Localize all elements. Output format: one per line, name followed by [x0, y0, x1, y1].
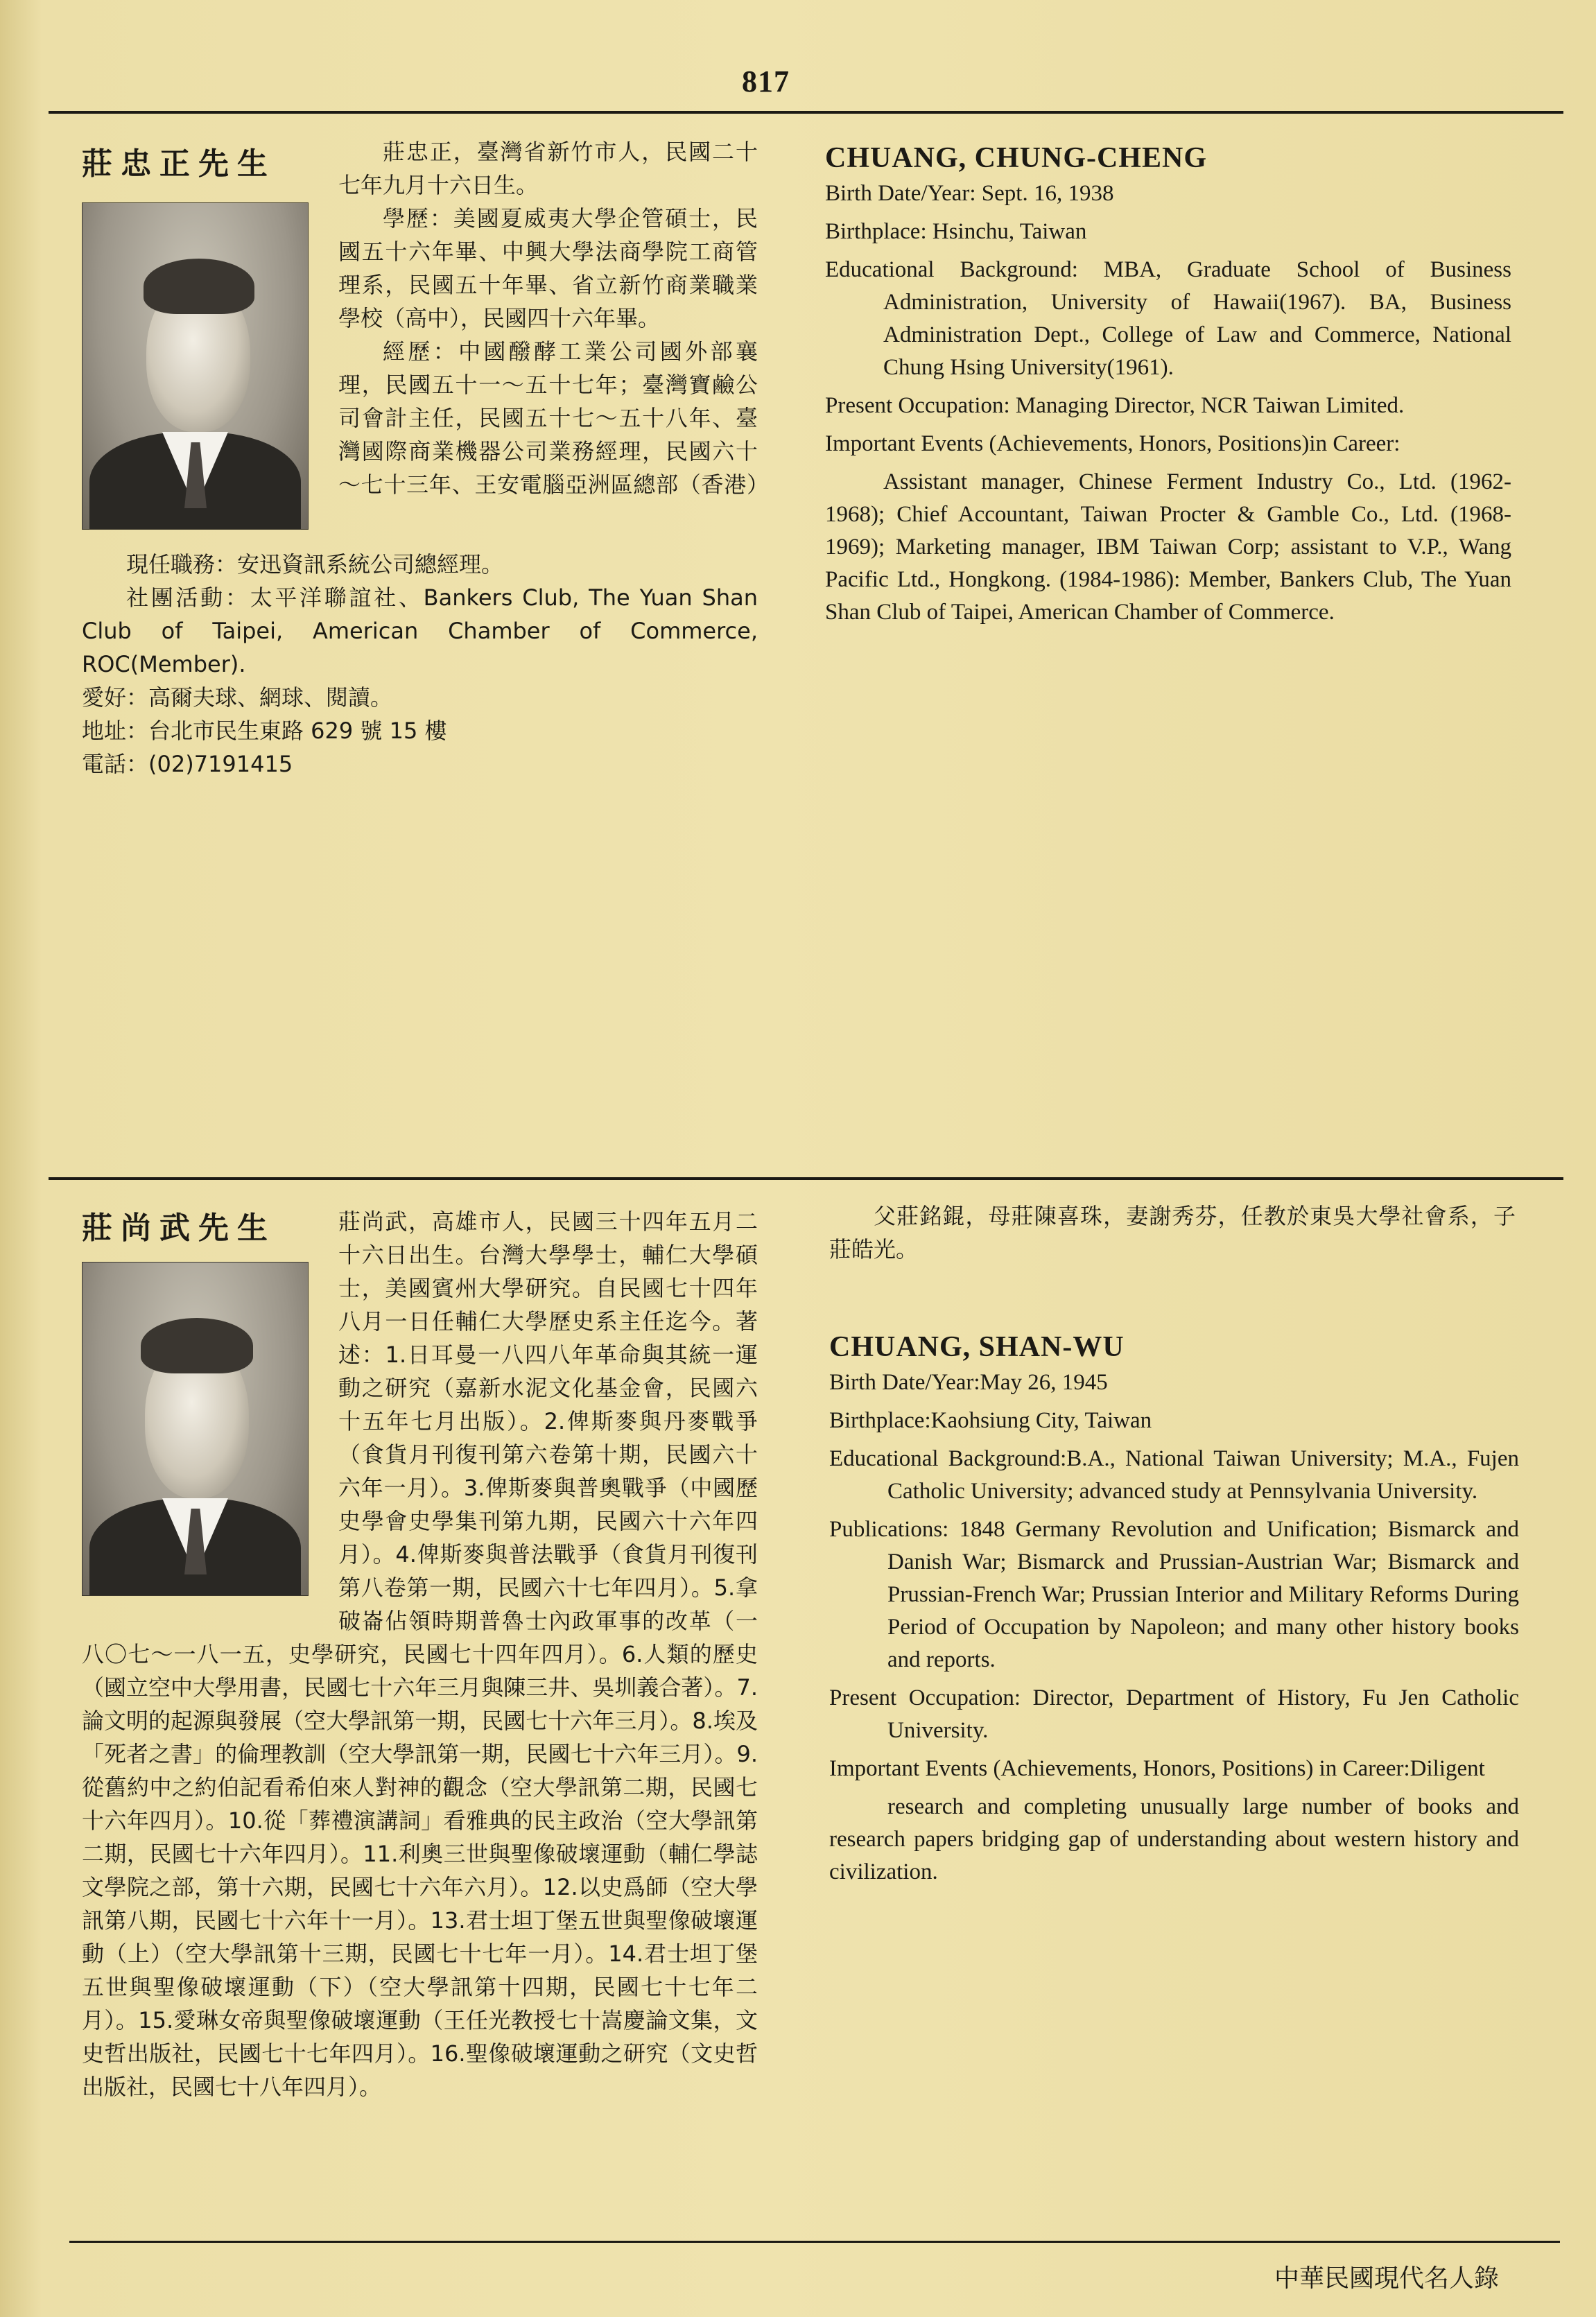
bio-en — [825, 142, 1511, 634]
bio-zh-hobbies: 愛好：高爾夫球、網球、閱讀。 — [82, 684, 393, 711]
entry-name-en: CHUANG, CHUNG-CHENG — [825, 142, 1207, 174]
bio-en-birthdate: Birth Date/Year: Sept. 16, 1938 — [825, 181, 1114, 206]
bio-en-birthdate: Birth Date/Year:May 26, 1945 — [829, 1370, 1108, 1395]
top-rule — [49, 111, 1563, 114]
photo-float-spacer — [82, 1205, 338, 1606]
page-number: 817 — [742, 64, 790, 98]
bio-en-career: research and completing unusually large number of books and research papers bridging gap of understanding about western history and civilization. — [829, 1794, 1519, 1884]
entry-name-zh: 莊忠正先生 — [82, 146, 276, 182]
bio-zh-experience: 經歷：中國醱酵工業公司國外部襄理，民國五十一～五十七年；臺灣寶鹼公司會計主任，民國五十七～五十八年、臺灣國際商業機器公司業務經理，民國六十～七十三年、王安電腦亞洲區總部（香港） — [338, 338, 758, 498]
running-footer: 中華民國現代名人錄 — [1274, 2264, 1500, 2293]
bio-en-occupation: Present Occupation: Director, Department of History, Fu Jen Catholic University. — [829, 1685, 1519, 1743]
bio-zh-intro: 莊忠正，臺灣省新竹市人，民國二十七年九月十六日生。 — [338, 139, 758, 198]
bio-zh-family — [829, 1199, 1516, 1266]
bio-zh-associations: 社團活動：太平洋聯誼社、Bankers Club, The Yuan Shan Club of Taipei, American Chamber of Commerce, ROC(Member). — [82, 584, 758, 677]
bio-en-publications: Publications: 1848 Germany Revolution and Unification; Bismarck and Danish War; Bismarck and Prussian-Austrian War; Bismarck and Prussian-French War; Prussian Interior and Military Reforms During Period of Occupation by Napoleon; and many other history books and reports. — [829, 1517, 1519, 1672]
section-divider — [49, 1177, 1563, 1180]
bio-zh-body: 莊尚武，高雄市人，民國三十四年五月二十六日出生。台灣大學學士，輔仁大學碩士，美國賓州大學研究。自民國七十四年八月一日任輔仁大學歷史系主任迄今。著述：1.日耳曼一八四八年革命與其統一運動之研究（嘉新水泥文化基金會，民國六十五年七月出版）。2.俾斯麥與丹麥戰爭（食貨月刊復刊第六卷第十期，民國六十六年一月）。3.俾斯麥與普奧戰爭（中國歷史學會史學集刊第九期，民國六十六年四月）。4.俾斯麥與普法戰爭（食貨月刊復刊第八卷第一期，民國六十七年四月）。5.拿破崙佔領時期普魯士內政軍事的改革（一八〇七～一八一五，史學研究，民國七十四年四月）。6.人類的歷史（國立空中大學用書，民國七十六年三月與陳三井、吳圳義合著）。7.論文明的起源與發展（空大學訊第一期，民國七十六年三月）。8.埃及「死者之書」的倫理教訓（空大學訊第一期，民國七十六年三月）。9.從舊約中之約伯記看希伯來人對神的觀念（空大學訊第二期，民國七十六年四月）。10.從「葬禮演講詞」看雅典的民主政治（空大學訊第二期，民國七十六年四月）。11.利奧三世與聖像破壞運動（輔仁學誌文學院之部，第十六期，民國七十六年六月）。12.以史爲師（空大學訊第八期，民國七十六年十一月）。13.君士坦丁堡五世與聖像破壞運動（上）（空大學訊第十三期，民國七十七年一月）。14.君士坦丁堡五世與聖像破壞運動（下）（空大學訊第十四期，民國七十七年二月）。15.愛琳女帝與聖像破壞運動（王任光教授七十嵩慶論文集，文史哲出版社，民國七十七年四月）。16.聖像破壞運動之研究（文史哲出版社，民國七十八年四月）。 — [82, 1208, 758, 2100]
bio-zh-phone: 電話：(02)7191415 — [82, 751, 293, 777]
entry-name-zh: 莊尚武先生 — [82, 1210, 276, 1246]
bio-en-occupation: Present Occupation: Managing Director, NCR Taiwan Limited. — [825, 393, 1405, 418]
bio-zh-occupation: 現任職務：安迅資訊系統公司總經理。 — [126, 551, 504, 578]
bio-en-birthplace: Birthplace:Kaohsiung City, Taiwan — [829, 1408, 1152, 1433]
bio-en-birthplace: Birthplace: Hsinchu, Taiwan — [825, 219, 1087, 244]
entry-name-en: CHUANG, SHAN-WU — [829, 1331, 1125, 1363]
bio-zh-top — [338, 135, 758, 500]
bio-zh-family-text: 父莊銘錕，母莊陳喜珠，妻謝秀芬，任教於東吳大學社會系，子莊皓光。 — [829, 1203, 1516, 1262]
bio-zh-education: 學歷：美國夏威夷大學企管碩士，民國五十六年畢、中興大學法商學院工商管理系，民國五十年畢、省立新竹商業職業學校（高中），民國四十六年畢。 — [338, 205, 758, 331]
bottom-rule — [69, 2241, 1560, 2243]
bio-en-events-heading: Important Events (Achievements, Honors, Positions)in Career: — [825, 431, 1400, 456]
bio-en-events-heading: Important Events (Achievements, Honors, Positions) in Career:Diligent — [829, 1756, 1485, 1781]
bio-zh-main — [82, 1205, 758, 2214]
bio-en-education: Educational Background:B.A., National Taiwan University; M.A., Fujen Catholic University; advanced study at Pennsylvania University. — [829, 1446, 1519, 1504]
bio-zh-bottom — [82, 548, 758, 781]
bio-en-career: Assistant manager, Chinese Ferment Industry Co., Ltd. (1962-1968); Chief Accountant, Taiwan Procter & Gamble Co., Ltd. (1968-1969); Marketing manager, IBM Taiwan Corp; assistant to V.P., Wang Pacific Ltd., Hongkong. (1984-1986): Member, Bankers Club, The Yuan Shan Club of Taipei, American Chamber of Commerce. — [825, 469, 1511, 625]
bio-zh-address: 地址：台北市民生東路 629 號 15 樓 — [82, 718, 447, 744]
bio-en-education: Educational Background: MBA, Graduate School of Business Administration, University of Hawaii(1967). BA, Business Administration Dept., College of Law and Commerce, National Chung Hsing University(1961). — [825, 257, 1511, 380]
bio-en — [829, 1331, 1519, 1894]
portrait-photo — [82, 202, 309, 530]
